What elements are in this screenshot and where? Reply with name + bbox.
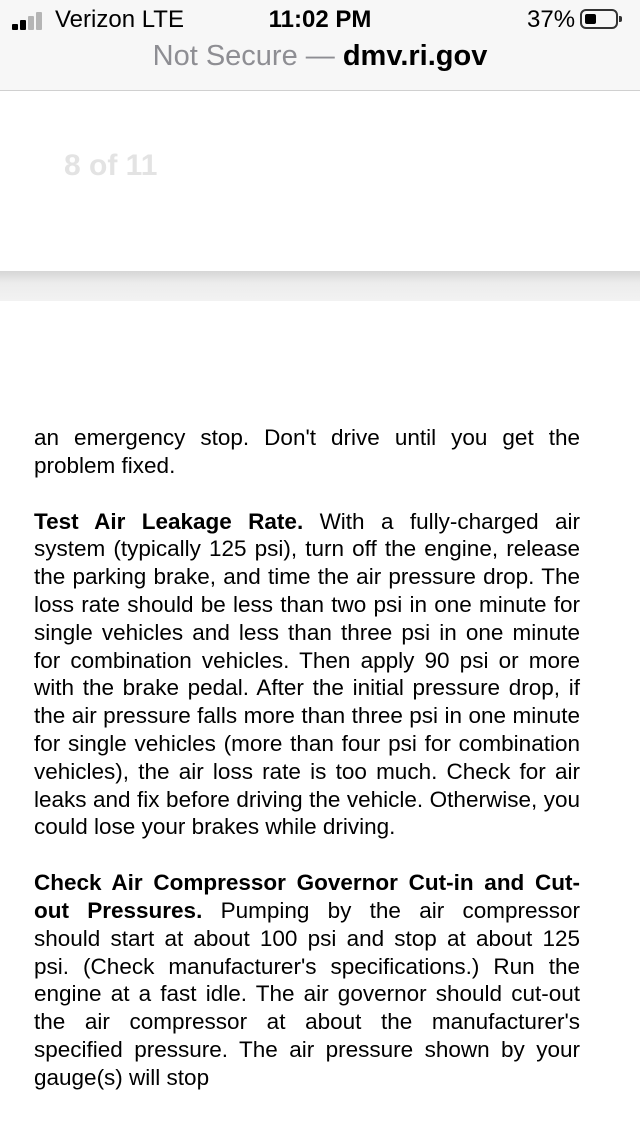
document-content — [34, 424, 580, 1120]
battery-icon — [580, 9, 618, 29]
page-counter: 8 of 11 — [64, 149, 158, 182]
clock: 11:02 PM — [268, 6, 372, 33]
battery-percent: 37% — [527, 6, 576, 33]
address-bar[interactable] — [0, 40, 640, 80]
paragraph-air-leakage — [34, 508, 580, 842]
paragraph-text: Pumping by the air compressor should start at about 100 psi and stop at about 125 psi. (Check manufacturer's specifications.) Run the engine at a fast idle. The air governor should cut-out the air compressor at about the manufacturer's specified pressure. The air pressure shown by your gauge(s) will stop — [34, 897, 580, 1090]
page-divider — [0, 271, 640, 301]
carrier-label: Verizon LTE — [55, 6, 184, 33]
url-separator: — — [305, 40, 335, 72]
browser-top-bar — [0, 0, 640, 91]
url-domain: dmv.ri.gov — [342, 40, 488, 72]
paragraph-text: With a fully-charged air system (typically 125 psi), turn off the engine, release the parking brake, and time the air pressure drop. The loss rate should be less than two psi in one minute for single vehicles and less than three psi in one minute for combination vehicles. Then apply 90 psi or more with the brake pedal. After the initial pressure drop, if the air pressure falls more than three psi in one minute for single vehicles (more than four psi for combination vehicles), the air loss rate is too much. Check for air leaks and fix before driving the vehicle. Otherwise, you could lose your brakes while driving. — [34, 508, 581, 840]
paragraph-heading: Check Air Compressor Governor Cut-in and Cut-out Pressures. — [34, 870, 580, 923]
paragraph-heading: Test Air Leakage Rate. — [34, 508, 304, 534]
security-indicator: Not Secure — [152, 40, 298, 72]
paragraph-text: an emergency stop. Don't drive until you get the problem fixed. — [34, 425, 580, 478]
status-bar — [0, 0, 640, 40]
pdf-page-indicator-area — [0, 91, 640, 271]
paragraph-governor — [34, 869, 580, 1091]
paragraph-continuation — [34, 424, 580, 480]
